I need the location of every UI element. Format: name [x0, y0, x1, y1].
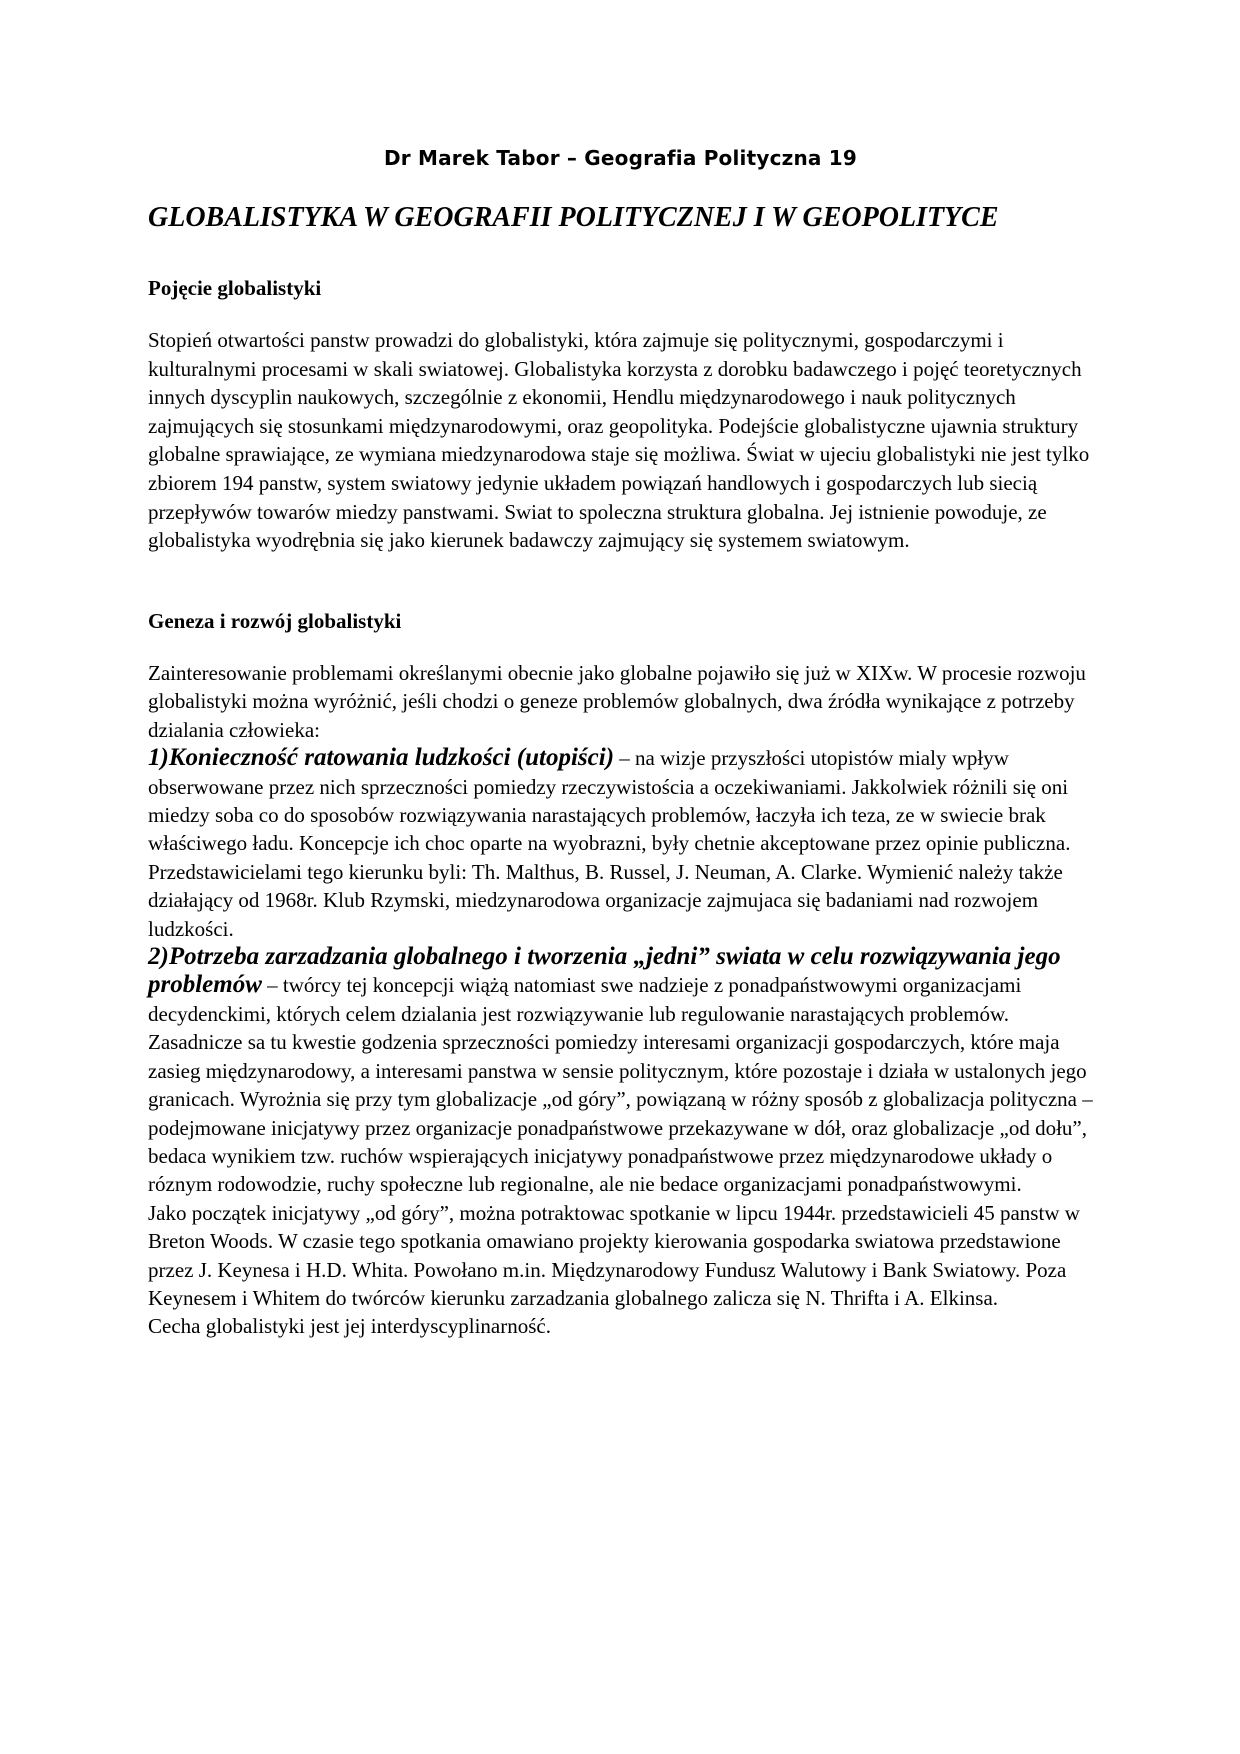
section-heading-pojecie: Pojęcie globalistyki [148, 276, 322, 300]
paragraph-geneza-intro: Zainteresowanie problemami określanymi obecnie jako globalne pojawiło się już w XIXw. W procesie rozwoju globalistyki można wyróżnić, jeśli chodzi o geneze problemów globalnych, dwa źródła wynikające z potrzeby dzialania człowieka: [148, 661, 1086, 742]
paragraph-conclusion: Cecha globalistyki jest jej interdyscyplinarność. [148, 1314, 551, 1339]
point-1 [148, 744, 1093, 943]
point-2-lead: 2)Potrzeba zarzadzania globalnego i tworzenia „jedni” swiata w celu rozwiązywania jego problemów [148, 943, 1061, 999]
document-header: Dr Marek Tabor – Geografia Polityczna 19 [383, 146, 858, 170]
section-heading-geneza: Geneza i rozwój globalistyki [148, 609, 402, 633]
document-title: GLOBALISTYKA W GEOGRAFII POLITYCZNEJ I W GEOPOLITYCE [148, 202, 999, 233]
paragraph-pojecie: Stopień otwartości panstw prowadzi do globalistyki, która zajmuje się politycznymi, gospodarczymi i kulturalnymi procesami w skali swiatowej. Globalistyka korzysta z dorobku badawczego i pojęć teoretycznych innych dyscyplin naukowych, szczególnie z ekonomii, Hendlu międzynarodowego i nauk politycznych zajmujących się stosunkami międzynarodowymi, oraz geopolityka. Podejście globalistyczne ujawnia struktury globalne sprawiające, ze wymiana miedzynarodowa staje się możliwa. Świat w ujeciu globalistyki nie jest tylko zbiorem 194 panstw, system swiatowy jedynie układem powiązań handlowych i gospodarczych lub siecią przepływów towarów miedzy panstwami. Swiat to spoleczna struktura globalna. Jej istnienie powoduje, ze globalistyka wyodrębnia się jako kierunek badawczy zajmujący się systemem swiatowym. [148, 328, 1090, 553]
point-2 [148, 943, 1093, 1199]
point-1-text: – na wizje przyszłości utopistów mialy wpływ obserwowane przez nich sprzeczności pomiedzy rzeczywistościa a oczekiwaniami. Jakkolwiek różnili się oni miedzy soba co do sposobów rozwiązywania narastających problemów, łaczyła ich teza, ze w swiecie brak właściwego ładu. Koncepcje ich choc oparte na wyobrazni, były chetnie akceptowane przez opinie publiczna. Przedstawicielami tego kierunku byli: Th. Malthus, B. Russel, J. Neuman, A. Clarke. Wymienić należy także działający od 1968r. Klub Rzymski, miedzynarodowa organizacje zajmujaca się badaniami nad rozwojem ludzkości. [148, 746, 1071, 941]
point-1-lead: 1)Konieczność ratowania ludzkości (utopiści) [148, 744, 615, 772]
paragraph-bretton-woods: Jako początek inicjatywy „od góry”, można potraktowac spotkanie w lipcu 1944r. przedstawicieli 45 panstw w Breton Woods. W czasie tego spotkania omawiano projekty kierowania gospodarka swiatowa przedstawione przez J. Keynesa i H.D. Whita. Powołano m.in. Międzynarodowy Fundusz Walutowy i Bank Swiatowy. Poza Keynesem i Whitem do twórców kierunku zarzadzania globalnego zalicza się N. Thrifta i A. Elkinsa. [148, 1200, 1080, 1310]
point-2-text: – twórcy tej koncepcji wiążą natomiast swe nadzieje z ponadpaństwowymi organizacjami decydenckimi, których celem dzialania jest rozwiązywanie lub regulowanie narastających problemów. Zasadnicze sa tu kwestie godzenia sprzeczności pomiedzy interesami organizacji gospodarczych, które maja zasieg międzynarodowy, a interesami panstwa w sensie politycznym, które pozostaje i działa w ustalonych jego granicach. Wyrożnia się przy tym globalizacje „od góry”, powiązaną w różny sposób z globalizacja polityczna – podejmowane inicjatywy przez organizacje ponadpaństwowe przekazywane w dół, oraz globalizacje „od dołu”, bedaca wynikiem tzw. ruchów wspierających inicjatywy ponadpaństwowe przez międzynarodowe układy o róznym rodowodzie, ruchy społeczne lub regionalne, ale nie bedace organizacjami ponadpaństwowymi. [148, 973, 1093, 1197]
geneza-body [148, 659, 1093, 1341]
